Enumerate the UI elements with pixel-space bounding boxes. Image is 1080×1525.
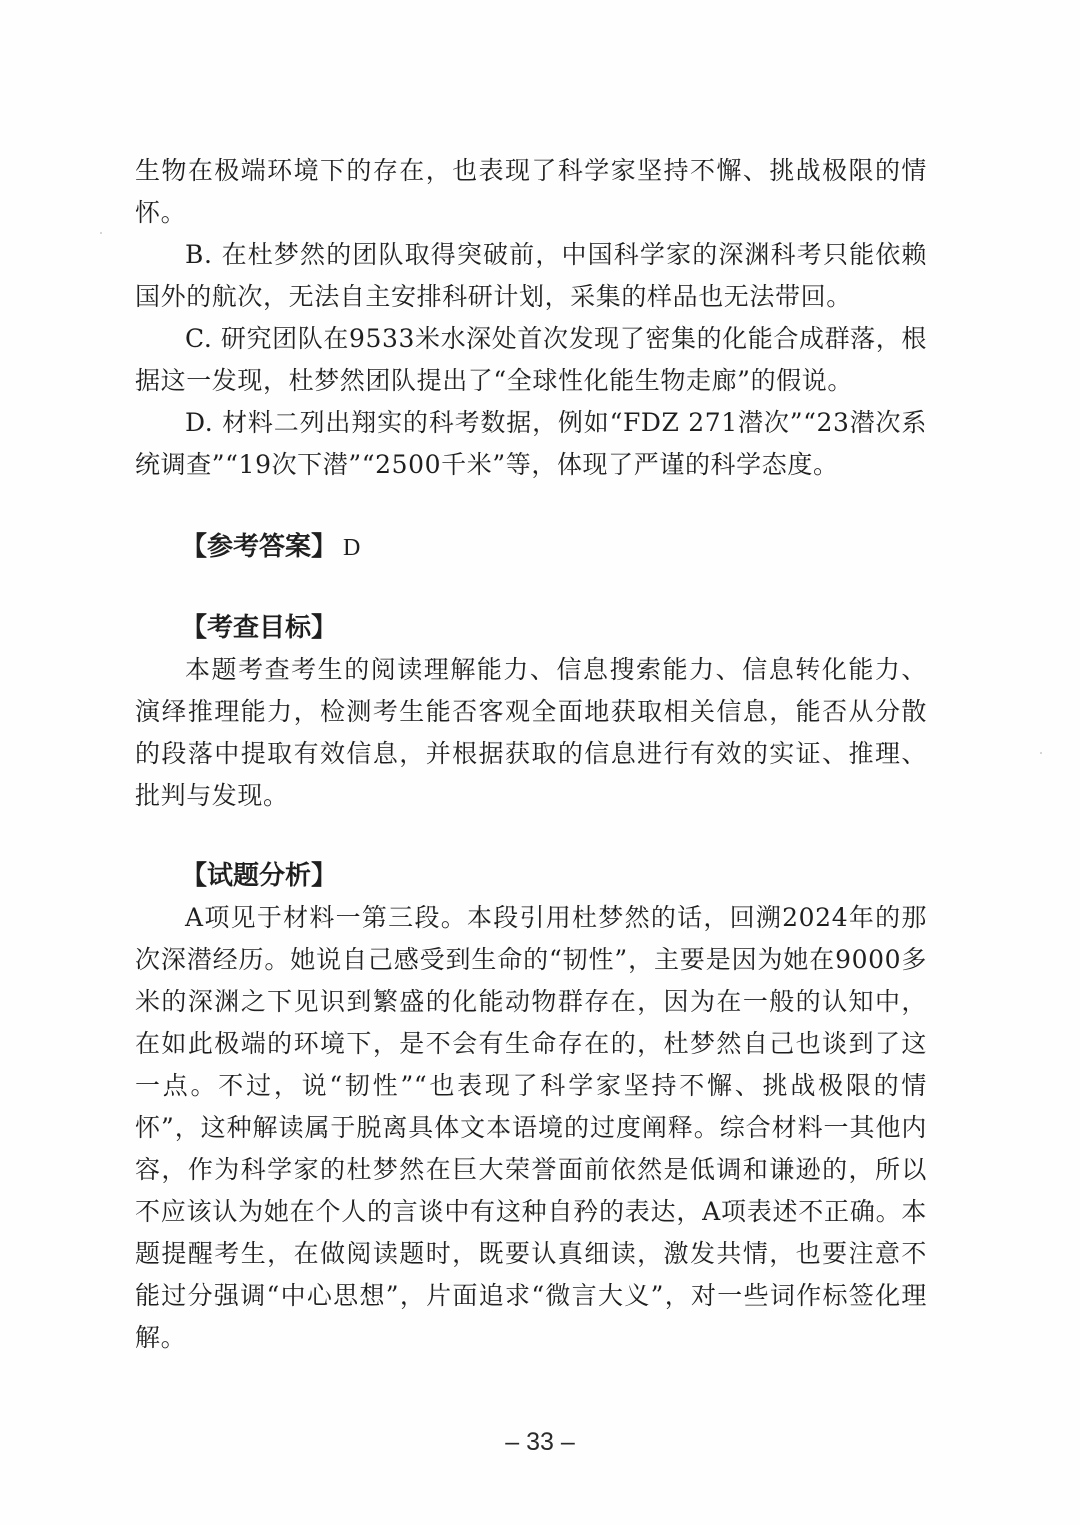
objective-heading: 【考查目标】 [181, 613, 338, 643]
scan-speck [100, 232, 102, 234]
option-d: D. 材料二列出翔实的科考数据，例如“FDZ 271潜次”“23潜次系统调查”“19次下潜”“2500千米”等，体现了严谨的科学态度。 [135, 408, 927, 479]
analysis-text: A项见于材料一第三段。本段引用杜梦然的话，回溯2024年的那次深潜经历。她说自己感受到生命的“韧性”，主要是因为她在9000多米的深渊之下见识到繁盛的化能动物群存在，因为在一般的认知中，在如此极端的环境下，是不会有生命存在的，杜梦然自己也谈到了这一点。不过，说“韧性”“也表现了科学家坚持不懈、挑战极限的情怀”，这种解读属于脱离具体文本语境的过度阐释。综合材料一其他内容，作为科学家的杜梦然在巨大荣誉面前依然是低调和谦逊的，所以不应该认为她在个人的言谈中有这种自矜的表达，A项表述不正确。本题提醒考生，在做阅读题时，既要认真细读，激发共情，也要注意不能过分强调“中心思想”，片面追求“微言大义”，对一些词作标签化理解。 [135, 903, 927, 1352]
page-number: – 33 – [505, 1428, 575, 1456]
page-content [135, 150, 927, 1359]
option-a-continuation: 生物在极端环境下的存在，也表现了科学家坚持不懈、挑战极限的情怀。 [135, 156, 927, 227]
option-b: B. 在杜梦然的团队取得突破前，中国科学家的深渊科考只能依赖国外的航次，无法自主安排科研计划，采集的样品也无法带回。 [135, 240, 927, 311]
answer-heading: 【参考答案】 [181, 532, 338, 562]
answer-value: D [343, 535, 361, 561]
scan-speck [1040, 752, 1042, 754]
option-c: C. 研究团队在9533米水深处首次发现了密集的化能合成群落，根据这一发现，杜梦然团队提出了“全球性化能生物走廊”的假说。 [135, 324, 927, 395]
objective-text: 本题考查考生的阅读理解能力、信息搜索能力、信息转化能力、演绎推理能力，检测考生能否客观全面地获取相关信息，能否从分散的段落中提取有效信息，并根据获取的信息进行有效的实证、推理、批判与发现。 [135, 655, 927, 810]
answer-line [135, 526, 927, 569]
analysis-heading: 【试题分析】 [181, 861, 338, 891]
